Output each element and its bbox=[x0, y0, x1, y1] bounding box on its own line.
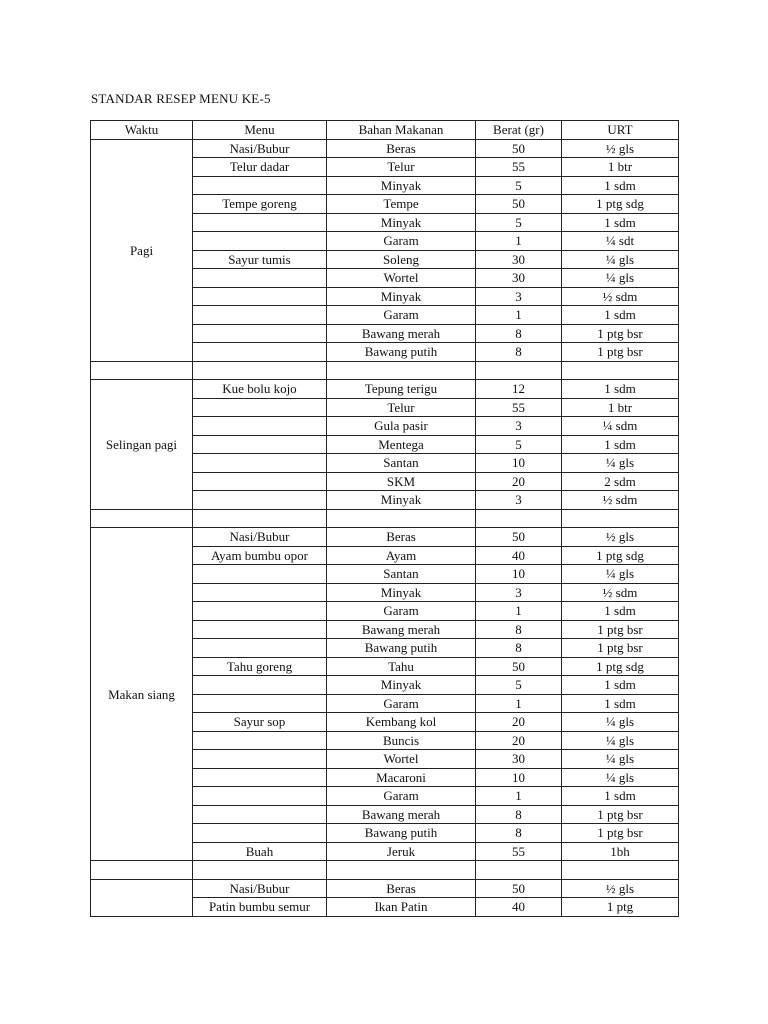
menu-cell bbox=[193, 768, 327, 787]
empty-cell bbox=[91, 361, 193, 380]
empty-cell bbox=[327, 509, 476, 528]
header-waktu: Waktu bbox=[91, 121, 193, 140]
berat-cell: 12 bbox=[476, 380, 562, 399]
berat-cell: 40 bbox=[476, 546, 562, 565]
bahan-cell: Tahu bbox=[327, 657, 476, 676]
menu-cell: Telur dadar bbox=[193, 158, 327, 177]
urt-cell: 1 sdm bbox=[562, 435, 679, 454]
urt-cell: 1 btr bbox=[562, 158, 679, 177]
berat-cell: 1 bbox=[476, 602, 562, 621]
berat-cell: 8 bbox=[476, 324, 562, 343]
bahan-cell: Kembang kol bbox=[327, 713, 476, 732]
urt-cell: ¼ gls bbox=[562, 768, 679, 787]
urt-cell: ½ sdm bbox=[562, 491, 679, 510]
menu-cell: Tahu goreng bbox=[193, 657, 327, 676]
bahan-cell: Beras bbox=[327, 139, 476, 158]
table-body bbox=[91, 139, 679, 916]
urt-cell: ¼ gls bbox=[562, 250, 679, 269]
urt-cell: 1 sdm bbox=[562, 602, 679, 621]
menu-cell: Buah bbox=[193, 842, 327, 861]
berat-cell: 8 bbox=[476, 805, 562, 824]
urt-cell: ½ sdm bbox=[562, 583, 679, 602]
menu-cell bbox=[193, 176, 327, 195]
menu-cell: Kue bolu kojo bbox=[193, 380, 327, 399]
bahan-cell: Minyak bbox=[327, 676, 476, 695]
menu-cell: Sayur sop bbox=[193, 713, 327, 732]
recipe-table bbox=[90, 120, 679, 917]
menu-cell bbox=[193, 787, 327, 806]
empty-cell bbox=[476, 361, 562, 380]
bahan-cell: Ikan Patin bbox=[327, 898, 476, 917]
document-title: STANDAR RESEP MENU KE-5 bbox=[91, 91, 271, 106]
bahan-cell: Mentega bbox=[327, 435, 476, 454]
berat-cell: 5 bbox=[476, 213, 562, 232]
berat-cell: 8 bbox=[476, 343, 562, 362]
urt-cell: 1 btr bbox=[562, 398, 679, 417]
urt-cell: 1bh bbox=[562, 842, 679, 861]
berat-cell: 20 bbox=[476, 731, 562, 750]
bahan-cell: Jeruk bbox=[327, 842, 476, 861]
urt-cell: 1 sdm bbox=[562, 380, 679, 399]
urt-cell: 1 ptg bsr bbox=[562, 620, 679, 639]
berat-cell: 50 bbox=[476, 879, 562, 898]
berat-cell: 50 bbox=[476, 195, 562, 214]
berat-cell: 3 bbox=[476, 287, 562, 306]
berat-cell: 5 bbox=[476, 676, 562, 695]
bahan-cell: Garam bbox=[327, 694, 476, 713]
menu-cell bbox=[193, 694, 327, 713]
bahan-cell: Tepung terigu bbox=[327, 380, 476, 399]
urt-cell: ½ sdm bbox=[562, 287, 679, 306]
empty-cell bbox=[91, 861, 193, 880]
menu-cell bbox=[193, 491, 327, 510]
bahan-cell: Macaroni bbox=[327, 768, 476, 787]
bahan-cell: Soleng bbox=[327, 250, 476, 269]
header-berat: Berat (gr) bbox=[476, 121, 562, 140]
bahan-cell: Minyak bbox=[327, 176, 476, 195]
menu-cell bbox=[193, 472, 327, 491]
bahan-cell: Tempe bbox=[327, 195, 476, 214]
waktu-cell: Selingan pagi bbox=[91, 380, 193, 510]
berat-cell: 5 bbox=[476, 435, 562, 454]
bahan-cell: Bawang merah bbox=[327, 620, 476, 639]
bahan-cell: Bawang merah bbox=[327, 805, 476, 824]
bahan-cell: Buncis bbox=[327, 731, 476, 750]
urt-cell: ¼ gls bbox=[562, 269, 679, 288]
menu-cell bbox=[193, 639, 327, 658]
bahan-cell: Bawang putih bbox=[327, 343, 476, 362]
bahan-cell: Minyak bbox=[327, 287, 476, 306]
empty-cell bbox=[91, 509, 193, 528]
menu-cell bbox=[193, 343, 327, 362]
berat-cell: 20 bbox=[476, 713, 562, 732]
bahan-cell: Beras bbox=[327, 528, 476, 547]
menu-cell: Tempe goreng bbox=[193, 195, 327, 214]
spacer-row bbox=[91, 861, 679, 880]
berat-cell: 20 bbox=[476, 472, 562, 491]
menu-cell bbox=[193, 750, 327, 769]
berat-cell: 10 bbox=[476, 565, 562, 584]
waktu-cell: Pagi bbox=[91, 139, 193, 361]
empty-cell bbox=[476, 861, 562, 880]
urt-cell: 1 ptg bsr bbox=[562, 639, 679, 658]
urt-cell: 1 ptg sdg bbox=[562, 657, 679, 676]
berat-cell: 10 bbox=[476, 768, 562, 787]
berat-cell: 8 bbox=[476, 620, 562, 639]
berat-cell: 10 bbox=[476, 454, 562, 473]
urt-cell: 1 ptg sdg bbox=[562, 546, 679, 565]
urt-cell: ½ gls bbox=[562, 139, 679, 158]
berat-cell: 1 bbox=[476, 232, 562, 251]
menu-cell bbox=[193, 232, 327, 251]
berat-cell: 1 bbox=[476, 787, 562, 806]
berat-cell: 40 bbox=[476, 898, 562, 917]
header-urt: URT bbox=[562, 121, 679, 140]
urt-cell: 1 ptg bsr bbox=[562, 805, 679, 824]
bahan-cell: Beras bbox=[327, 879, 476, 898]
spacer-row bbox=[91, 361, 679, 380]
bahan-cell: Minyak bbox=[327, 491, 476, 510]
spacer-row bbox=[91, 509, 679, 528]
urt-cell: 1 sdm bbox=[562, 694, 679, 713]
urt-cell: ¼ sdm bbox=[562, 417, 679, 436]
berat-cell: 55 bbox=[476, 842, 562, 861]
berat-cell: 55 bbox=[476, 398, 562, 417]
bahan-cell: Telur bbox=[327, 398, 476, 417]
empty-cell bbox=[562, 861, 679, 880]
urt-cell: 1 sdm bbox=[562, 787, 679, 806]
menu-cell bbox=[193, 676, 327, 695]
waktu-cell: Makan siang bbox=[91, 528, 193, 861]
bahan-cell: Bawang merah bbox=[327, 324, 476, 343]
urt-cell: ¼ gls bbox=[562, 565, 679, 584]
berat-cell: 50 bbox=[476, 139, 562, 158]
menu-cell bbox=[193, 213, 327, 232]
empty-cell bbox=[562, 509, 679, 528]
table-row bbox=[91, 139, 679, 158]
menu-cell: Nasi/Bubur bbox=[193, 528, 327, 547]
urt-cell: ¼ gls bbox=[562, 750, 679, 769]
table-row bbox=[91, 528, 679, 547]
menu-cell bbox=[193, 824, 327, 843]
bahan-cell: Santan bbox=[327, 454, 476, 473]
menu-cell: Nasi/Bubur bbox=[193, 139, 327, 158]
menu-cell bbox=[193, 435, 327, 454]
menu-cell bbox=[193, 805, 327, 824]
menu-cell: Nasi/Bubur bbox=[193, 879, 327, 898]
waktu-cell bbox=[91, 879, 193, 916]
bahan-cell: Garam bbox=[327, 787, 476, 806]
menu-cell bbox=[193, 731, 327, 750]
menu-cell bbox=[193, 620, 327, 639]
urt-cell: ¼ gls bbox=[562, 454, 679, 473]
empty-cell bbox=[193, 509, 327, 528]
urt-cell: 1 ptg sdg bbox=[562, 195, 679, 214]
berat-cell: 1 bbox=[476, 694, 562, 713]
menu-cell bbox=[193, 287, 327, 306]
urt-cell: 1 sdm bbox=[562, 176, 679, 195]
bahan-cell: Ayam bbox=[327, 546, 476, 565]
header-menu: Menu bbox=[193, 121, 327, 140]
menu-cell bbox=[193, 602, 327, 621]
berat-cell: 8 bbox=[476, 824, 562, 843]
header-row bbox=[91, 121, 679, 140]
menu-cell bbox=[193, 398, 327, 417]
berat-cell: 3 bbox=[476, 491, 562, 510]
bahan-cell: Minyak bbox=[327, 213, 476, 232]
berat-cell: 3 bbox=[476, 417, 562, 436]
urt-cell: ¼ gls bbox=[562, 713, 679, 732]
bahan-cell: Garam bbox=[327, 306, 476, 325]
empty-cell bbox=[476, 509, 562, 528]
bahan-cell: Wortel bbox=[327, 269, 476, 288]
menu-cell bbox=[193, 454, 327, 473]
bahan-cell: SKM bbox=[327, 472, 476, 491]
berat-cell: 5 bbox=[476, 176, 562, 195]
bahan-cell: Telur bbox=[327, 158, 476, 177]
bahan-cell: Bawang putih bbox=[327, 639, 476, 658]
header-bahan-makanan: Bahan Makanan bbox=[327, 121, 476, 140]
empty-cell bbox=[193, 861, 327, 880]
bahan-cell: Santan bbox=[327, 565, 476, 584]
berat-cell: 30 bbox=[476, 250, 562, 269]
bahan-cell: Bawang putih bbox=[327, 824, 476, 843]
empty-cell bbox=[327, 861, 476, 880]
bahan-cell: Garam bbox=[327, 232, 476, 251]
urt-cell: 2 sdm bbox=[562, 472, 679, 491]
berat-cell: 8 bbox=[476, 639, 562, 658]
bahan-cell: Garam bbox=[327, 602, 476, 621]
urt-cell: 1 sdm bbox=[562, 676, 679, 695]
berat-cell: 3 bbox=[476, 583, 562, 602]
menu-cell bbox=[193, 417, 327, 436]
menu-cell bbox=[193, 306, 327, 325]
empty-cell bbox=[562, 361, 679, 380]
bahan-cell: Wortel bbox=[327, 750, 476, 769]
table-row bbox=[91, 380, 679, 399]
urt-cell: 1 sdm bbox=[562, 213, 679, 232]
berat-cell: 30 bbox=[476, 750, 562, 769]
urt-cell: ½ gls bbox=[562, 528, 679, 547]
bahan-cell: Gula pasir bbox=[327, 417, 476, 436]
menu-cell bbox=[193, 583, 327, 602]
urt-cell: ¼ sdt bbox=[562, 232, 679, 251]
menu-cell bbox=[193, 565, 327, 584]
urt-cell: ¼ gls bbox=[562, 731, 679, 750]
urt-cell: 1 ptg bsr bbox=[562, 824, 679, 843]
berat-cell: 30 bbox=[476, 269, 562, 288]
bahan-cell: Minyak bbox=[327, 583, 476, 602]
table-row bbox=[91, 879, 679, 898]
berat-cell: 55 bbox=[476, 158, 562, 177]
urt-cell: 1 ptg bsr bbox=[562, 324, 679, 343]
empty-cell bbox=[327, 361, 476, 380]
berat-cell: 50 bbox=[476, 528, 562, 547]
berat-cell: 1 bbox=[476, 306, 562, 325]
menu-cell: Ayam bumbu opor bbox=[193, 546, 327, 565]
menu-cell: Patin bumbu semur bbox=[193, 898, 327, 917]
menu-cell bbox=[193, 269, 327, 288]
urt-cell: 1 ptg bbox=[562, 898, 679, 917]
urt-cell: 1 ptg bsr bbox=[562, 343, 679, 362]
empty-cell bbox=[193, 361, 327, 380]
menu-cell bbox=[193, 324, 327, 343]
berat-cell: 50 bbox=[476, 657, 562, 676]
urt-cell: 1 sdm bbox=[562, 306, 679, 325]
menu-cell: Sayur tumis bbox=[193, 250, 327, 269]
urt-cell: ½ gls bbox=[562, 879, 679, 898]
